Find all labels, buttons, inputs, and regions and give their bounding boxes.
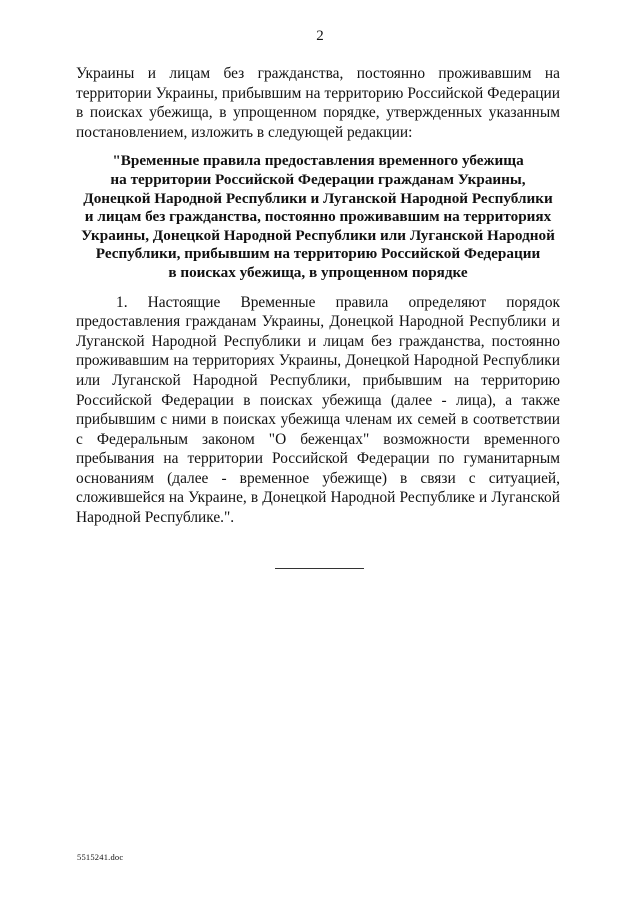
- document-body: [76, 64, 560, 528]
- title-line: на территории Российской Федерации гражданам Украины,: [110, 170, 526, 188]
- section-1-paragraph: 1. Настоящие Временные правила определяют порядок предоставления гражданам Украины, Донецкой Народной Республики и Луганской Народной Республики и лицам без гражданства, постоянно проживавшим на территориях Украины, Донецкой Народной Республики или Луганской Народной Республики, прибывшим на территорию Российской Федерации в поисках убежища (далее - лица), а также прибывшим с ними в поисках убежища членам их семей в соответствии с Федеральным законом "О беженцах" возможности временного пребывания на территории Российской Федерации по гуманитарным основаниям (далее - временное убежище) в связи с ситуацией, сложившейся на Украине, в Донецкой Народной Республике и Луганской Народной Республике.".: [76, 293, 560, 527]
- title-line: Республики, прибывшим на территорию Российской Федерации: [95, 245, 541, 263]
- intro-paragraph: Украины и лицам без гражданства, постоянно проживавшим на территории Украины, прибывшим на территорию Российской Федерации в поисках убежища, в упрощенном порядке, утвержденных указанным постановлением, изложить в следующей редакции:: [76, 65, 560, 141]
- closing-separator-line: [275, 568, 364, 569]
- document-file-code: 5515241.doc: [77, 852, 124, 862]
- title-line: в поисках убежища, в упрощенном порядке: [168, 263, 468, 281]
- page-number: 2: [316, 28, 324, 44]
- title-line: Донецкой Народной Республики и Луганской Народной Республики: [83, 189, 553, 207]
- title-line: "Временные правила предоставления временного убежища: [112, 152, 524, 170]
- rules-title: [76, 152, 560, 282]
- title-line: и лицам без гражданства, постоянно проживавшим на территориях: [84, 208, 552, 226]
- title-line: Украины, Донецкой Народной Республики или Луганской Народной: [81, 226, 555, 244]
